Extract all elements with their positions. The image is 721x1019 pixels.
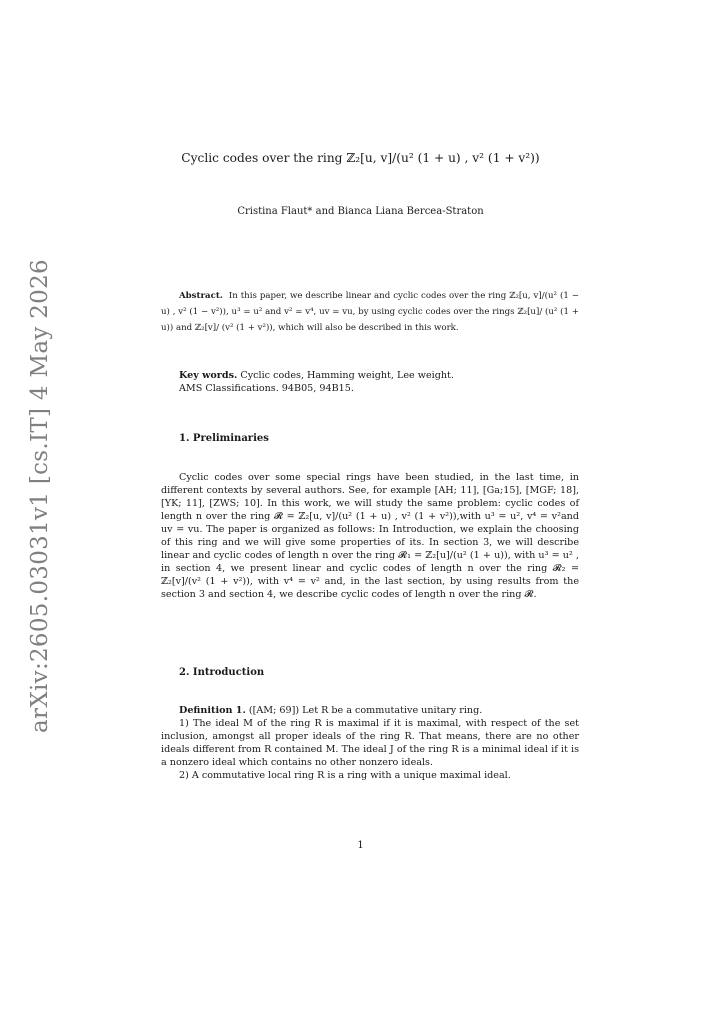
definition-1 [161, 704, 579, 782]
abstract [161, 288, 579, 336]
section-heading-introduction: 2. Introduction [179, 667, 265, 678]
section-heading-preliminaries: 1. Preliminaries [179, 433, 269, 444]
definition-label: Definition 1. [179, 705, 246, 716]
arxiv-id: arXiv:2605.03031v1 [cs.IT] 4 May 2026 [27, 259, 53, 733]
preliminaries-text: Cyclic codes over some special rings have been studied, in the last time, in different contexts by several authors. See, for example [AH; 11], [Ga;15], [MGF; 18], [YK; 11], [ZWS; 10]. In this work, we will study the same problem: cyclic codes of length n over the ring 𝓡 = ℤ₂[u, v]/(u² (1 + u) , v² (1 + v²)),with u³ = u², v⁴ = v²and uv = vu. The paper is organized as follows: In Introduction, we explain the choosing of this ring and we will give some properties of its. In section 3, we will describe linear and cyclic codes of length n over the ring 𝓡₁ = ℤ₂[u]/(u² (1 + u)), with u³ = u² , in section 4, we present linear and cyclic codes of length n over the ring 𝓡₂ = ℤ₂[v]/(v² (1 + v²)), with v⁴ = v² and, in the last section, by using results from the section 3 and section 4, we describe cyclic codes of length n over the ring 𝓡. [161, 472, 579, 600]
definition-item-1: 1) The ideal M of the ring R is maximal if it is maximal, with respect of the set inclusion, amongst all proper ideals of the ring R. That means, there are no other ideals different from R contained M. The ideal J of the ring R is a minimal ideal if it is a nonzero ideal which contains no other nonzero ideals. [161, 718, 579, 768]
page-number: 1 [357, 840, 364, 851]
paper-authors: Cristina Flaut* and Bianca Liana Bercea-Straton [237, 206, 484, 217]
paper-title: Cyclic codes over the ring ℤ₂[u, v]/(u² (1 + u) , v² (1 + v²)) [181, 151, 540, 165]
keywords-text: Cyclic codes, Hamming weight, Lee weight. [240, 370, 454, 381]
definition-intro: ([AM; 69]) Let R be a commutative unitary ring. [248, 705, 483, 716]
keywords-label: Key words. [179, 370, 238, 381]
ams-classification: AMS Classifications. 94B05, 94B15. [179, 383, 354, 394]
abstract-label: Abstract. [179, 291, 223, 301]
abstract-text: In this paper, we describe linear and cyclic codes over the ring ℤ₂[u, v]/(u² (1 − u) , v² (1 − v²)), u³ = u² and v² = v⁴, uv = vu, by using cyclic codes over the rings ℤ₂[u]/ (u² (1 + u)) and ℤ₂[v]/ (v² (1 + v²)), which will also be described in this work. [161, 291, 579, 333]
keywords-block [179, 369, 579, 395]
arxiv-sidebar-stamp [22, 259, 58, 733]
definition-item-2: 2) A commutative local ring R is a ring with a unique maximal ideal. [179, 770, 511, 781]
preliminaries-paragraph [161, 471, 579, 601]
